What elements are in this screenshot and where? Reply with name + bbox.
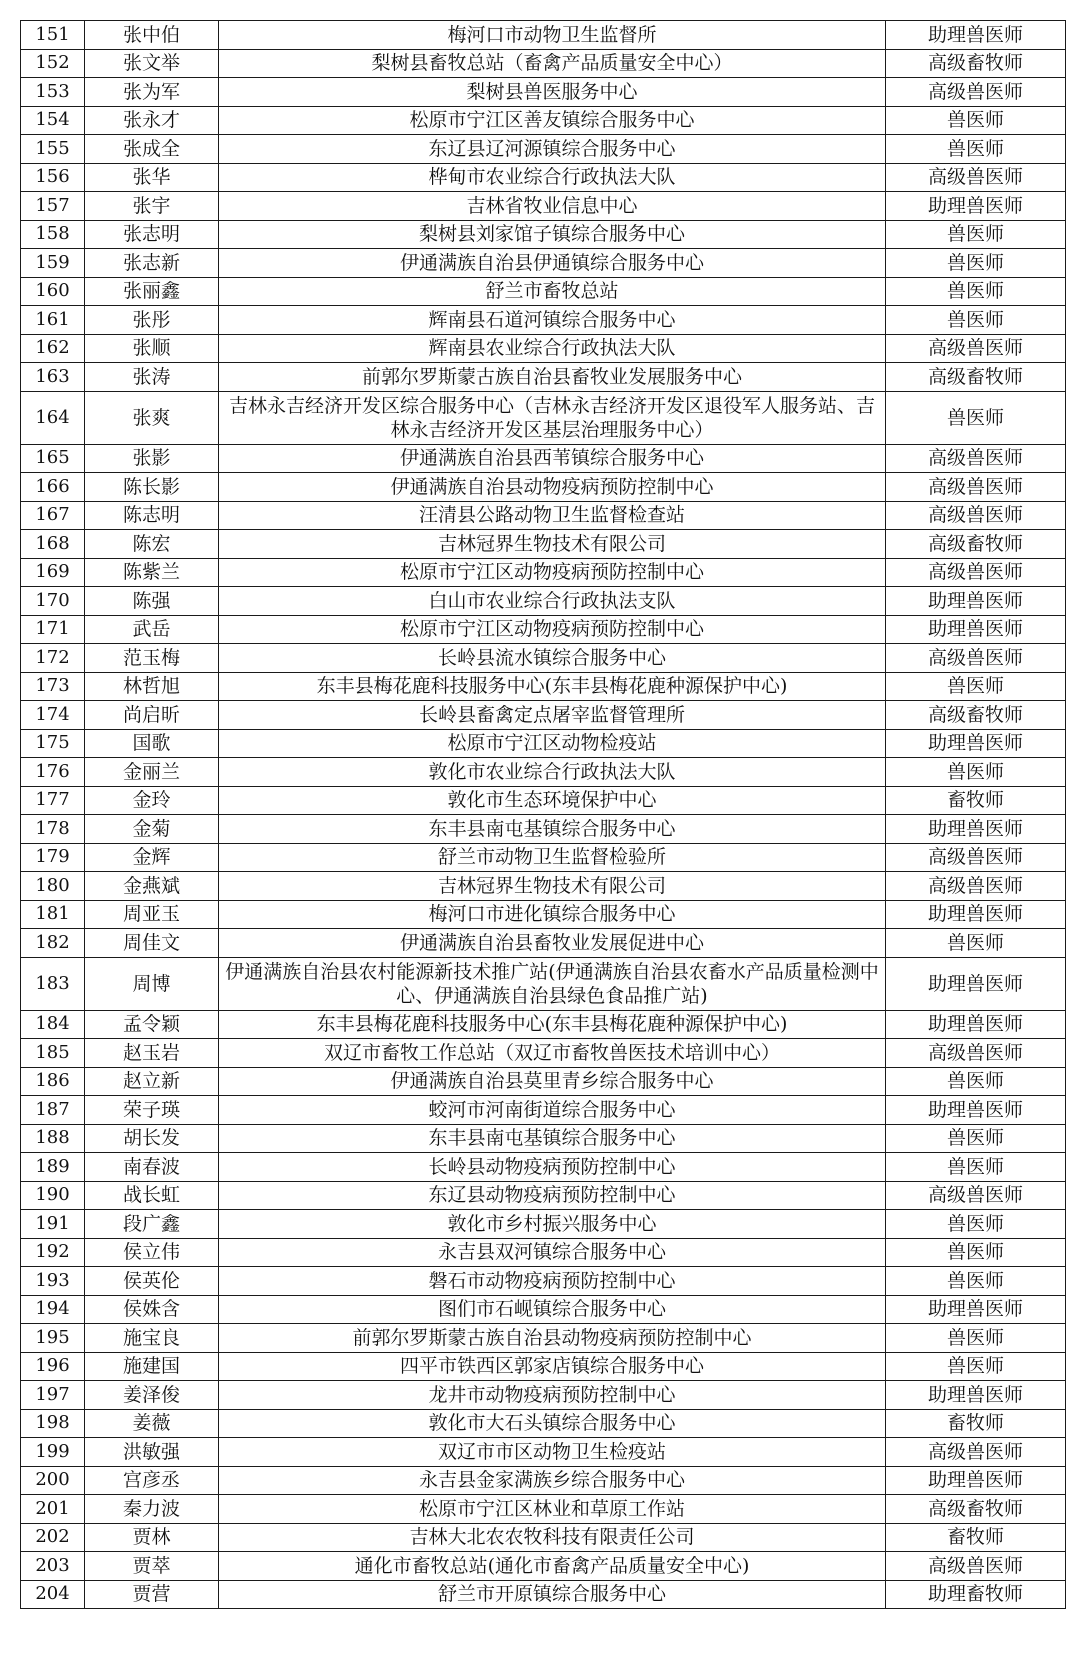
- organization-cell: 东辽县辽河源镇综合服务中心: [219, 135, 886, 164]
- organization-cell: 吉林大北农农牧科技有限责任公司: [219, 1523, 886, 1552]
- name-cell: 侯姝含: [85, 1295, 219, 1324]
- table-row: [21, 78, 1066, 107]
- professional-title-cell: 高级兽医师: [886, 558, 1066, 587]
- serial-number-cell: 179: [21, 843, 85, 872]
- professional-title-cell: 高级兽医师: [886, 501, 1066, 530]
- organization-cell: 伊通满族自治县西苇镇综合服务中心: [219, 444, 886, 473]
- organization-cell: 梨树县兽医服务中心: [219, 78, 886, 107]
- table-row: [21, 1381, 1066, 1410]
- professional-title-cell: 兽医师: [886, 758, 1066, 787]
- table-row: [21, 701, 1066, 730]
- organization-cell: 梨树县刘家馆子镇综合服务中心: [219, 220, 886, 249]
- serial-number-cell: 185: [21, 1039, 85, 1068]
- name-cell: 张涛: [85, 363, 219, 392]
- professional-title-cell: 高级兽医师: [886, 163, 1066, 192]
- name-cell: 施宝良: [85, 1324, 219, 1353]
- organization-cell: 永吉县双河镇综合服务中心: [219, 1238, 886, 1267]
- name-cell: 张志新: [85, 249, 219, 278]
- organization-cell: 吉林永吉经济开发区综合服务中心（吉林永吉经济开发区退役军人服务站、吉林永吉经济开发区基层治理服务中心）: [219, 391, 886, 444]
- organization-cell: 伊通满族自治县伊通镇综合服务中心: [219, 249, 886, 278]
- name-cell: 金菊: [85, 815, 219, 844]
- organization-cell: 四平市铁西区郭家店镇综合服务中心: [219, 1352, 886, 1381]
- serial-number-cell: 192: [21, 1238, 85, 1267]
- organization-cell: 长岭县畜禽定点屠宰监督管理所: [219, 701, 886, 730]
- name-cell: 陈宏: [85, 530, 219, 559]
- serial-number-cell: 190: [21, 1181, 85, 1210]
- name-cell: 张文举: [85, 49, 219, 78]
- name-cell: 施建国: [85, 1352, 219, 1381]
- table-row: [21, 615, 1066, 644]
- name-cell: 陈紫兰: [85, 558, 219, 587]
- name-cell: 贾林: [85, 1523, 219, 1552]
- name-cell: 姜泽俊: [85, 1381, 219, 1410]
- table-row: [21, 501, 1066, 530]
- organization-cell: 敦化市乡村振兴服务中心: [219, 1210, 886, 1239]
- professional-title-cell: 兽医师: [886, 249, 1066, 278]
- table-row: [21, 220, 1066, 249]
- professional-title-cell: 高级畜牧师: [886, 530, 1066, 559]
- organization-cell: 松原市宁江区善友镇综合服务中心: [219, 106, 886, 135]
- organization-cell: 伊通满族自治县农村能源新技术推广站(伊通满族自治县农畜水产品质量检测中心、伊通满族自治县绿色食品推广站): [219, 957, 886, 1010]
- organization-cell: 永吉县金家满族乡综合服务中心: [219, 1466, 886, 1495]
- serial-number-cell: 198: [21, 1409, 85, 1438]
- professional-title-cell: 兽医师: [886, 1067, 1066, 1096]
- serial-number-cell: 183: [21, 957, 85, 1010]
- professional-title-cell: 畜牧师: [886, 1523, 1066, 1552]
- serial-number-cell: 194: [21, 1295, 85, 1324]
- table-row: [21, 444, 1066, 473]
- name-cell: 贾萃: [85, 1552, 219, 1581]
- professional-title-cell: 助理兽医师: [886, 1466, 1066, 1495]
- table-row: [21, 249, 1066, 278]
- serial-number-cell: 195: [21, 1324, 85, 1353]
- serial-number-cell: 186: [21, 1067, 85, 1096]
- professional-title-cell: 兽医师: [886, 391, 1066, 444]
- serial-number-cell: 168: [21, 530, 85, 559]
- table-row: [21, 1181, 1066, 1210]
- professional-title-cell: 高级兽医师: [886, 334, 1066, 363]
- organization-cell: 伊通满族自治县莫里青乡综合服务中心: [219, 1067, 886, 1096]
- name-cell: 尚启昕: [85, 701, 219, 730]
- professional-title-cell: 高级兽医师: [886, 444, 1066, 473]
- table-row: [21, 558, 1066, 587]
- table-row: [21, 277, 1066, 306]
- professional-title-cell: 助理兽医师: [886, 615, 1066, 644]
- organization-cell: 松原市宁江区林业和草原工作站: [219, 1495, 886, 1524]
- organization-cell: 敦化市大石头镇综合服务中心: [219, 1409, 886, 1438]
- professional-title-cell: 兽医师: [886, 1210, 1066, 1239]
- professional-title-cell: 兽医师: [886, 1324, 1066, 1353]
- name-cell: 张丽鑫: [85, 277, 219, 306]
- serial-number-cell: 159: [21, 249, 85, 278]
- serial-number-cell: 165: [21, 444, 85, 473]
- name-cell: 姜薇: [85, 1409, 219, 1438]
- professional-title-cell: 助理畜牧师: [886, 1580, 1066, 1609]
- organization-cell: 松原市宁江区动物疫病预防控制中心: [219, 615, 886, 644]
- name-cell: 张影: [85, 444, 219, 473]
- organization-cell: 敦化市农业综合行政执法大队: [219, 758, 886, 787]
- organization-cell: 长岭县动物疫病预防控制中心: [219, 1153, 886, 1182]
- name-cell: 张彤: [85, 306, 219, 335]
- table-row: [21, 957, 1066, 1010]
- professional-title-cell: 高级兽医师: [886, 473, 1066, 502]
- serial-number-cell: 155: [21, 135, 85, 164]
- organization-cell: 龙井市动物疫病预防控制中心: [219, 1381, 886, 1410]
- table-row: [21, 1039, 1066, 1068]
- table-row: [21, 729, 1066, 758]
- table-row: [21, 135, 1066, 164]
- organization-cell: 长岭县流水镇综合服务中心: [219, 644, 886, 673]
- professional-title-cell: 助理兽医师: [886, 900, 1066, 929]
- organization-cell: 东丰县梅花鹿科技服务中心(东丰县梅花鹿种源保护中心): [219, 1010, 886, 1039]
- table-row: [21, 1466, 1066, 1495]
- name-cell: 洪敏强: [85, 1438, 219, 1467]
- name-cell: 金丽兰: [85, 758, 219, 787]
- professional-title-cell: 助理兽医师: [886, 815, 1066, 844]
- organization-cell: 蛟河市河南街道综合服务中心: [219, 1096, 886, 1125]
- name-cell: 赵立新: [85, 1067, 219, 1096]
- serial-number-cell: 152: [21, 49, 85, 78]
- table-row: [21, 1495, 1066, 1524]
- professional-title-cell: 高级兽医师: [886, 1438, 1066, 1467]
- name-cell: 张爽: [85, 391, 219, 444]
- professional-title-cell: 兽医师: [886, 672, 1066, 701]
- professional-title-cell: 高级兽医师: [886, 78, 1066, 107]
- table-row: [21, 1124, 1066, 1153]
- organization-cell: 通化市畜牧总站(通化市畜禽产品质量安全中心): [219, 1552, 886, 1581]
- name-cell: 张志明: [85, 220, 219, 249]
- serial-number-cell: 182: [21, 929, 85, 958]
- name-cell: 战长虹: [85, 1181, 219, 1210]
- organization-cell: 梅河口市进化镇综合服务中心: [219, 900, 886, 929]
- name-cell: 侯立伟: [85, 1238, 219, 1267]
- serial-number-cell: 163: [21, 363, 85, 392]
- organization-cell: 白山市农业综合行政执法支队: [219, 587, 886, 616]
- organization-cell: 梅河口市动物卫生监督所: [219, 21, 886, 50]
- name-cell: 金玲: [85, 786, 219, 815]
- table-row: [21, 1295, 1066, 1324]
- serial-number-cell: 189: [21, 1153, 85, 1182]
- organization-cell: 桦甸市农业综合行政执法大队: [219, 163, 886, 192]
- serial-number-cell: 187: [21, 1096, 85, 1125]
- name-cell: 张永才: [85, 106, 219, 135]
- table-row: [21, 21, 1066, 50]
- table-row: [21, 1409, 1066, 1438]
- table-row: [21, 929, 1066, 958]
- serial-number-cell: 196: [21, 1352, 85, 1381]
- table-row: [21, 843, 1066, 872]
- name-cell: 荣子瑛: [85, 1096, 219, 1125]
- professional-title-cell: 高级兽医师: [886, 1039, 1066, 1068]
- table-row: [21, 872, 1066, 901]
- name-cell: 范玉梅: [85, 644, 219, 673]
- organization-cell: 敦化市生态环境保护中心: [219, 786, 886, 815]
- serial-number-cell: 162: [21, 334, 85, 363]
- serial-number-cell: 171: [21, 615, 85, 644]
- organization-cell: 吉林省牧业信息中心: [219, 192, 886, 221]
- serial-number-cell: 181: [21, 900, 85, 929]
- organization-cell: 松原市宁江区动物检疫站: [219, 729, 886, 758]
- name-cell: 张宇: [85, 192, 219, 221]
- serial-number-cell: 161: [21, 306, 85, 335]
- name-cell: 南春波: [85, 1153, 219, 1182]
- organization-cell: 东丰县南屯基镇综合服务中心: [219, 1124, 886, 1153]
- name-cell: 国歌: [85, 729, 219, 758]
- name-cell: 宫彦丞: [85, 1466, 219, 1495]
- organization-cell: 前郭尔罗斯蒙古族自治县畜牧业发展服务中心: [219, 363, 886, 392]
- professional-title-cell: 助理兽医师: [886, 1010, 1066, 1039]
- serial-number-cell: 160: [21, 277, 85, 306]
- serial-number-cell: 184: [21, 1010, 85, 1039]
- table-row: [21, 49, 1066, 78]
- organization-cell: 东丰县梅花鹿科技服务中心(东丰县梅花鹿种源保护中心): [219, 672, 886, 701]
- organization-cell: 图们市石岘镇综合服务中心: [219, 1295, 886, 1324]
- name-cell: 张顺: [85, 334, 219, 363]
- table-row: [21, 1324, 1066, 1353]
- professional-title-cell: 高级兽医师: [886, 644, 1066, 673]
- professional-title-cell: 畜牧师: [886, 786, 1066, 815]
- table-row: [21, 672, 1066, 701]
- serial-number-cell: 199: [21, 1438, 85, 1467]
- professional-title-cell: 兽医师: [886, 1238, 1066, 1267]
- professional-title-cell: 高级畜牧师: [886, 1495, 1066, 1524]
- serial-number-cell: 170: [21, 587, 85, 616]
- table-row: [21, 786, 1066, 815]
- roster-table-body: [21, 21, 1066, 1609]
- professional-title-cell: 高级兽医师: [886, 1181, 1066, 1210]
- serial-number-cell: 173: [21, 672, 85, 701]
- name-cell: 张中伯: [85, 21, 219, 50]
- serial-number-cell: 188: [21, 1124, 85, 1153]
- serial-number-cell: 177: [21, 786, 85, 815]
- table-row: [21, 1267, 1066, 1296]
- organization-cell: 汪清县公路动物卫生监督检查站: [219, 501, 886, 530]
- serial-number-cell: 157: [21, 192, 85, 221]
- table-row: [21, 530, 1066, 559]
- roster-table: [20, 20, 1066, 1609]
- serial-number-cell: 175: [21, 729, 85, 758]
- table-row: [21, 1010, 1066, 1039]
- name-cell: 贾营: [85, 1580, 219, 1609]
- organization-cell: 梨树县畜牧总站（畜禽产品质量安全中心）: [219, 49, 886, 78]
- professional-title-cell: 兽医师: [886, 306, 1066, 335]
- table-row: [21, 1523, 1066, 1552]
- professional-title-cell: 畜牧师: [886, 1409, 1066, 1438]
- serial-number-cell: 167: [21, 501, 85, 530]
- professional-title-cell: 助理兽医师: [886, 1381, 1066, 1410]
- professional-title-cell: 兽医师: [886, 929, 1066, 958]
- professional-title-cell: 高级兽医师: [886, 843, 1066, 872]
- professional-title-cell: 兽医师: [886, 1124, 1066, 1153]
- professional-title-cell: 助理兽医师: [886, 1096, 1066, 1125]
- organization-cell: 吉林冠界生物技术有限公司: [219, 872, 886, 901]
- name-cell: 陈强: [85, 587, 219, 616]
- serial-number-cell: 172: [21, 644, 85, 673]
- table-row: [21, 1352, 1066, 1381]
- name-cell: 孟令颖: [85, 1010, 219, 1039]
- organization-cell: 辉南县石道河镇综合服务中心: [219, 306, 886, 335]
- table-row: [21, 473, 1066, 502]
- serial-number-cell: 201: [21, 1495, 85, 1524]
- serial-number-cell: 169: [21, 558, 85, 587]
- organization-cell: 伊通满族自治县动物疫病预防控制中心: [219, 473, 886, 502]
- organization-cell: 东辽县动物疫病预防控制中心: [219, 1181, 886, 1210]
- professional-title-cell: 兽医师: [886, 135, 1066, 164]
- table-row: [21, 1067, 1066, 1096]
- serial-number-cell: 176: [21, 758, 85, 787]
- serial-number-cell: 193: [21, 1267, 85, 1296]
- name-cell: 张华: [85, 163, 219, 192]
- serial-number-cell: 204: [21, 1580, 85, 1609]
- organization-cell: 辉南县农业综合行政执法大队: [219, 334, 886, 363]
- serial-number-cell: 174: [21, 701, 85, 730]
- table-row: [21, 1580, 1066, 1609]
- table-row: [21, 192, 1066, 221]
- professional-title-cell: 助理兽医师: [886, 729, 1066, 758]
- table-row: [21, 1153, 1066, 1182]
- table-row: [21, 1238, 1066, 1267]
- serial-number-cell: 197: [21, 1381, 85, 1410]
- organization-cell: 伊通满族自治县畜牧业发展促进中心: [219, 929, 886, 958]
- serial-number-cell: 180: [21, 872, 85, 901]
- name-cell: 周佳文: [85, 929, 219, 958]
- name-cell: 周博: [85, 957, 219, 1010]
- table-row: [21, 306, 1066, 335]
- professional-title-cell: 兽医师: [886, 106, 1066, 135]
- table-row: [21, 106, 1066, 135]
- table-row: [21, 1096, 1066, 1125]
- name-cell: 侯英伦: [85, 1267, 219, 1296]
- table-row: [21, 815, 1066, 844]
- table-row: [21, 334, 1066, 363]
- table-row: [21, 1210, 1066, 1239]
- serial-number-cell: 202: [21, 1523, 85, 1552]
- organization-cell: 双辽市市区动物卫生检疫站: [219, 1438, 886, 1467]
- name-cell: 秦力波: [85, 1495, 219, 1524]
- serial-number-cell: 200: [21, 1466, 85, 1495]
- organization-cell: 舒兰市畜牧总站: [219, 277, 886, 306]
- organization-cell: 东丰县南屯基镇综合服务中心: [219, 815, 886, 844]
- serial-number-cell: 153: [21, 78, 85, 107]
- name-cell: 陈志明: [85, 501, 219, 530]
- professional-title-cell: 助理兽医师: [886, 587, 1066, 616]
- name-cell: 段广鑫: [85, 1210, 219, 1239]
- professional-title-cell: 兽医师: [886, 1267, 1066, 1296]
- professional-title-cell: 高级畜牧师: [886, 363, 1066, 392]
- professional-title-cell: 助理兽医师: [886, 1295, 1066, 1324]
- serial-number-cell: 191: [21, 1210, 85, 1239]
- name-cell: 金燕斌: [85, 872, 219, 901]
- serial-number-cell: 156: [21, 163, 85, 192]
- professional-title-cell: 高级兽医师: [886, 1552, 1066, 1581]
- name-cell: 陈长影: [85, 473, 219, 502]
- organization-cell: 双辽市畜牧工作总站（双辽市畜牧兽医技术培训中心）: [219, 1039, 886, 1068]
- name-cell: 赵玉岩: [85, 1039, 219, 1068]
- name-cell: 张为军: [85, 78, 219, 107]
- roster-sheet: [20, 20, 1065, 1609]
- professional-title-cell: 兽医师: [886, 220, 1066, 249]
- professional-title-cell: 高级畜牧师: [886, 49, 1066, 78]
- table-row: [21, 644, 1066, 673]
- table-row: [21, 758, 1066, 787]
- professional-title-cell: 兽医师: [886, 1153, 1066, 1182]
- serial-number-cell: 166: [21, 473, 85, 502]
- name-cell: 胡长发: [85, 1124, 219, 1153]
- professional-title-cell: 助理兽医师: [886, 957, 1066, 1010]
- table-row: [21, 900, 1066, 929]
- table-row: [21, 391, 1066, 444]
- name-cell: 林哲旭: [85, 672, 219, 701]
- serial-number-cell: 154: [21, 106, 85, 135]
- organization-cell: 舒兰市开原镇综合服务中心: [219, 1580, 886, 1609]
- organization-cell: 磐石市动物疫病预防控制中心: [219, 1267, 886, 1296]
- professional-title-cell: 助理兽医师: [886, 192, 1066, 221]
- serial-number-cell: 158: [21, 220, 85, 249]
- table-row: [21, 587, 1066, 616]
- professional-title-cell: 高级兽医师: [886, 872, 1066, 901]
- professional-title-cell: 兽医师: [886, 1352, 1066, 1381]
- organization-cell: 舒兰市动物卫生监督检验所: [219, 843, 886, 872]
- table-row: [21, 1438, 1066, 1467]
- organization-cell: 松原市宁江区动物疫病预防控制中心: [219, 558, 886, 587]
- name-cell: 金辉: [85, 843, 219, 872]
- name-cell: 张成全: [85, 135, 219, 164]
- serial-number-cell: 164: [21, 391, 85, 444]
- organization-cell: 前郭尔罗斯蒙古族自治县动物疫病预防控制中心: [219, 1324, 886, 1353]
- serial-number-cell: 203: [21, 1552, 85, 1581]
- professional-title-cell: 助理兽医师: [886, 21, 1066, 50]
- serial-number-cell: 151: [21, 21, 85, 50]
- serial-number-cell: 178: [21, 815, 85, 844]
- table-row: [21, 363, 1066, 392]
- table-row: [21, 163, 1066, 192]
- professional-title-cell: 兽医师: [886, 277, 1066, 306]
- table-row: [21, 1552, 1066, 1581]
- name-cell: 武岳: [85, 615, 219, 644]
- professional-title-cell: 高级畜牧师: [886, 701, 1066, 730]
- organization-cell: 吉林冠界生物技术有限公司: [219, 530, 886, 559]
- name-cell: 周亚玉: [85, 900, 219, 929]
